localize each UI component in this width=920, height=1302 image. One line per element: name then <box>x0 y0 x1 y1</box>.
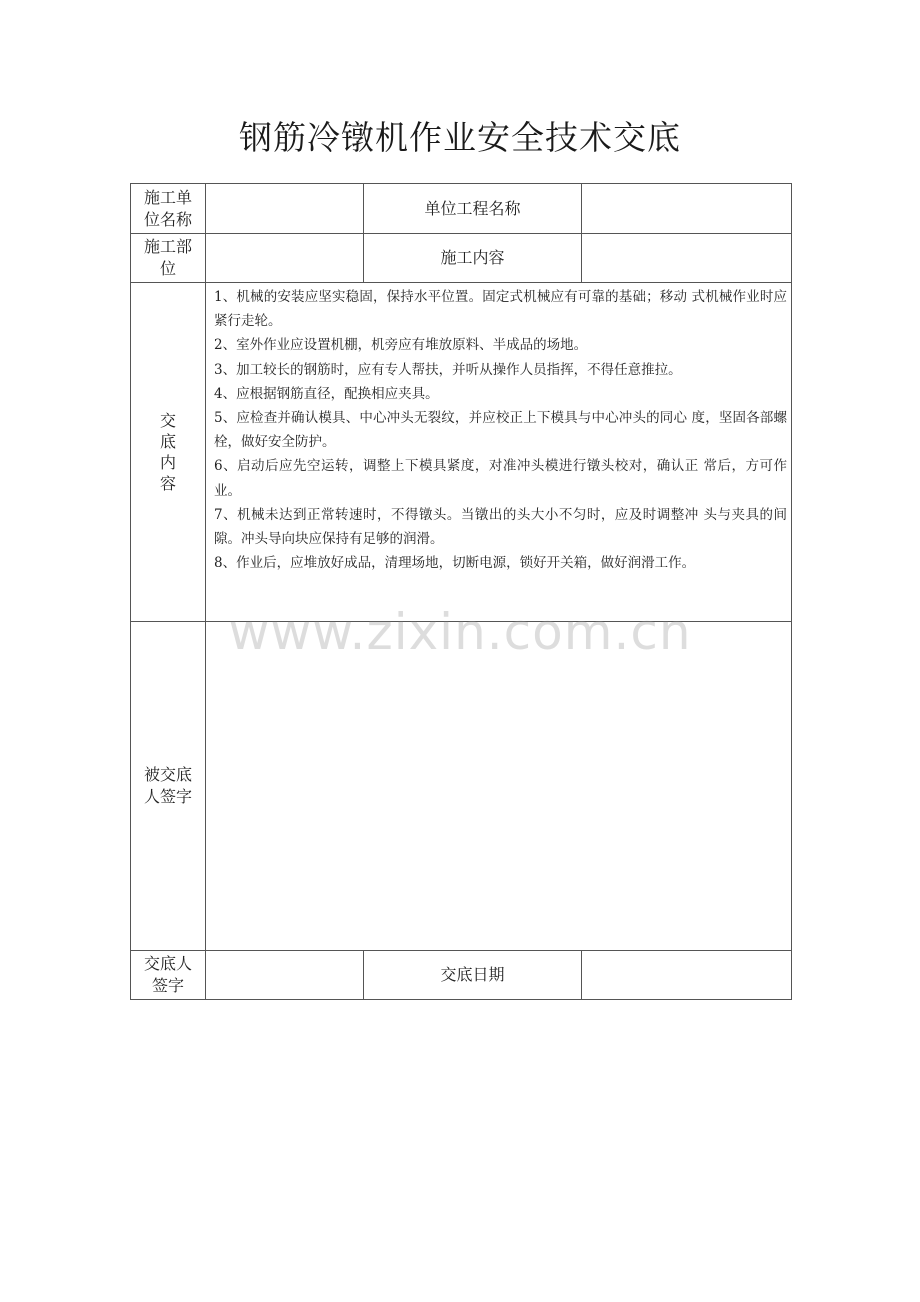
content-item-6: 6、启动后应先空运转，调整上下模具紧度，对准冲头模进行镦头校对，确认正 常后，方可作业。 <box>214 458 787 499</box>
project-name-label: 单位工程名称 <box>364 184 582 234</box>
construction-unit-label-cell <box>131 184 206 234</box>
discloser-signature-field[interactable] <box>206 951 364 1000</box>
disclosure-date-field[interactable] <box>582 951 792 1000</box>
content-item-8: 8、作业后，应堆放好成品，清理场地，切断电源，锁好开关箱，做好润滑工作。 <box>214 555 696 572</box>
content-item-5: 5、应检查并确认模具、中心冲头无裂纹，并应校正上下模具与中心冲头的同心 度，坚固各部螺栓，做好安全防护。 <box>214 410 787 451</box>
recipient-signature-field[interactable] <box>206 622 792 951</box>
construction-part-label-cell <box>131 234 206 283</box>
recipient-signature-label: 被交底人签字 <box>143 765 192 806</box>
construction-unit-label: 施工单位名称 <box>143 187 192 229</box>
content-item-3: 3、加工较长的钢筋时，应有专人帮扶，并听从操作人员指挥，不得任意推拉。 <box>214 361 682 378</box>
disclosure-content-row <box>131 283 792 622</box>
construction-content-label: 施工内容 <box>364 234 582 283</box>
disclosure-content-label-cell <box>131 283 206 622</box>
content-item-1: 1、机械的安装应坚实稳固，保持水平位置。固定式机械应有可靠的基础；移动 式机械作业时应紧行走轮。 <box>214 289 787 330</box>
watermark-text: www.zixin.com.cn <box>228 603 692 661</box>
discloser-row <box>131 951 792 1000</box>
construction-unit-row <box>131 184 792 234</box>
construction-part-label: 施工部位 <box>143 237 192 278</box>
disclosure-content-label: 交底内容 <box>159 410 176 493</box>
recipient-signature-label-cell <box>131 622 206 951</box>
construction-part-field[interactable] <box>206 234 364 283</box>
construction-unit-field[interactable] <box>206 184 364 234</box>
content-item-7: 7、机械未达到正常转速时，不得镦头。当镦出的头大小不匀时，应及时调整冲 头与夹具的间隙。冲头导向块应保持有足够的润滑。 <box>214 506 787 548</box>
construction-content-field[interactable] <box>582 234 792 283</box>
disclosure-date-label: 交底日期 <box>364 951 582 1000</box>
project-name-field[interactable] <box>582 184 792 234</box>
discloser-signature-label: 交底人签字 <box>143 954 192 995</box>
content-item-2: 2、室外作业应设置机棚，机旁应有堆放原料、半成品的场地。 <box>214 337 588 354</box>
recipient-signature-row <box>131 622 792 951</box>
construction-part-row <box>131 234 792 283</box>
disclosure-content-text <box>206 283 792 622</box>
discloser-signature-label-cell <box>131 951 206 1000</box>
document-title: 钢筋冷镦机作业安全技术交底 <box>239 118 681 157</box>
disclosure-form-table <box>130 183 792 1000</box>
content-item-4: 4、应根据钢筋直径，配换相应夹具。 <box>214 385 439 402</box>
